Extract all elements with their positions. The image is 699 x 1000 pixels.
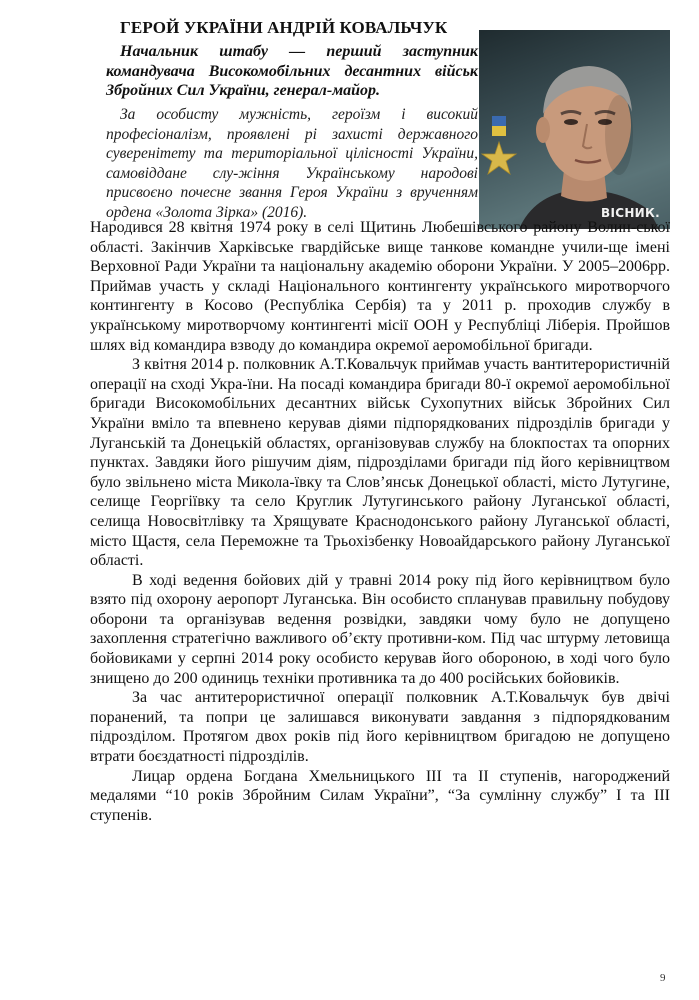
photo-watermark: ВІСНИК. — [601, 206, 660, 220]
biography-paragraph: В ході ведення бойових дій у травні 2014 року під його керівництвом було взято під охорону аеропорт Луганська. Він особисто спланував правильну побудову оборони та організував ведення розвідки, завдяки чому було не допущено захоплення стратегічно важливого об’єкту противни-ком. Під час штурму летовища бойовиками у серпні 2014 року особисто керував його обороною, в ході чого було знищено до 200 одиниць техніки противника та до 400 російських бойовиків. — [90, 571, 670, 687]
page-number: 9 — [660, 972, 666, 984]
position-subtitle: Начальник штабу — перший заступник командувача Високомобільних десантних військ Збройних Сил України, генерал-майор. — [106, 43, 478, 99]
biography-paragraph: Лицар ордена Богдана Хмельницького ІІІ та ІІ ступенів, нагороджений медалями “10 років Збройним Силам України”, “За сумлінну службу” І та ІІІ ступенів. — [90, 767, 670, 824]
biography-paragraph: За час антитерористичної операції полковник А.Т.Ковальчук був двічі поранений, та попри це залишався виконувати завдання з підпорядкованим підрозділом. Протягом двох років під його керівництвом бригадою не допущено втрати боєздатності підрозділів. — [90, 689, 670, 766]
page-title: ГЕРОЙ УКРАЇНИ АНДРІЙ КОВАЛЬЧУК — [120, 18, 448, 37]
portrait-illustration — [479, 30, 670, 229]
award-citation: За особисту мужність, героїзм і високий професіоналізм, проявлені рі захисті державного суверенітету та територіальної цілісності України, самовіддане слу-жіння Українському народові присвоєно почесне звання Героя України з врученням ордена «Золота Зірка» (2016). — [106, 106, 478, 221]
gold-star-medal-icon — [482, 116, 516, 174]
biography-paragraph: З квітня 2014 р. полковник А.Т.Ковальчук приймав участь вантитерористичній операції на сході Укра-їни. На посаді командира бригади 80-ї окремої аеромобільної бригади Високомобільних десантних військ Сухопутних військ Збройних Сил України вміло та впевнено керував діями підпорядкованих підрозділів бригади у Луганській та Донецькій областях, організовував службу на блокпостах та опорних пунктах. Завдяки його рішучим діям, підрозділами бригади під його керівництвом було звільнено міста Микола-ївку та Слов’янськ Донецької області, місто Лутугине, селище Георгіївку та село Круглик Лутугинського району Луганської області, селища Новосвітлівку та Хрящувате Краснодонського району Луганської області, місто Щастя, села Переможне та Трьохізбенку Новоайдарського району Луганської області. — [90, 356, 670, 570]
biography-paragraph: Народився 28 квітня 1974 року в селі Щитинь Любешівського району Волин-ської області. Закінчив Харківське гвардійське вище танкове командне учили-ще імені Верховної Ради України та національну академію оборони України. У 2005–2006рр. Приймав участь у складі Національного контингенту українського миротворчого контингенту в Косово (Республіка Сербія) та у 2011 р. проходив службу в українському миротворчому контингенті місії ООН у Республіці Ліберія. Пройшов шлях від командира взводу до командира окремої аеромобільної бригади. — [90, 219, 670, 354]
portrait-photo — [479, 30, 670, 229]
biography-text — [90, 218, 670, 825]
